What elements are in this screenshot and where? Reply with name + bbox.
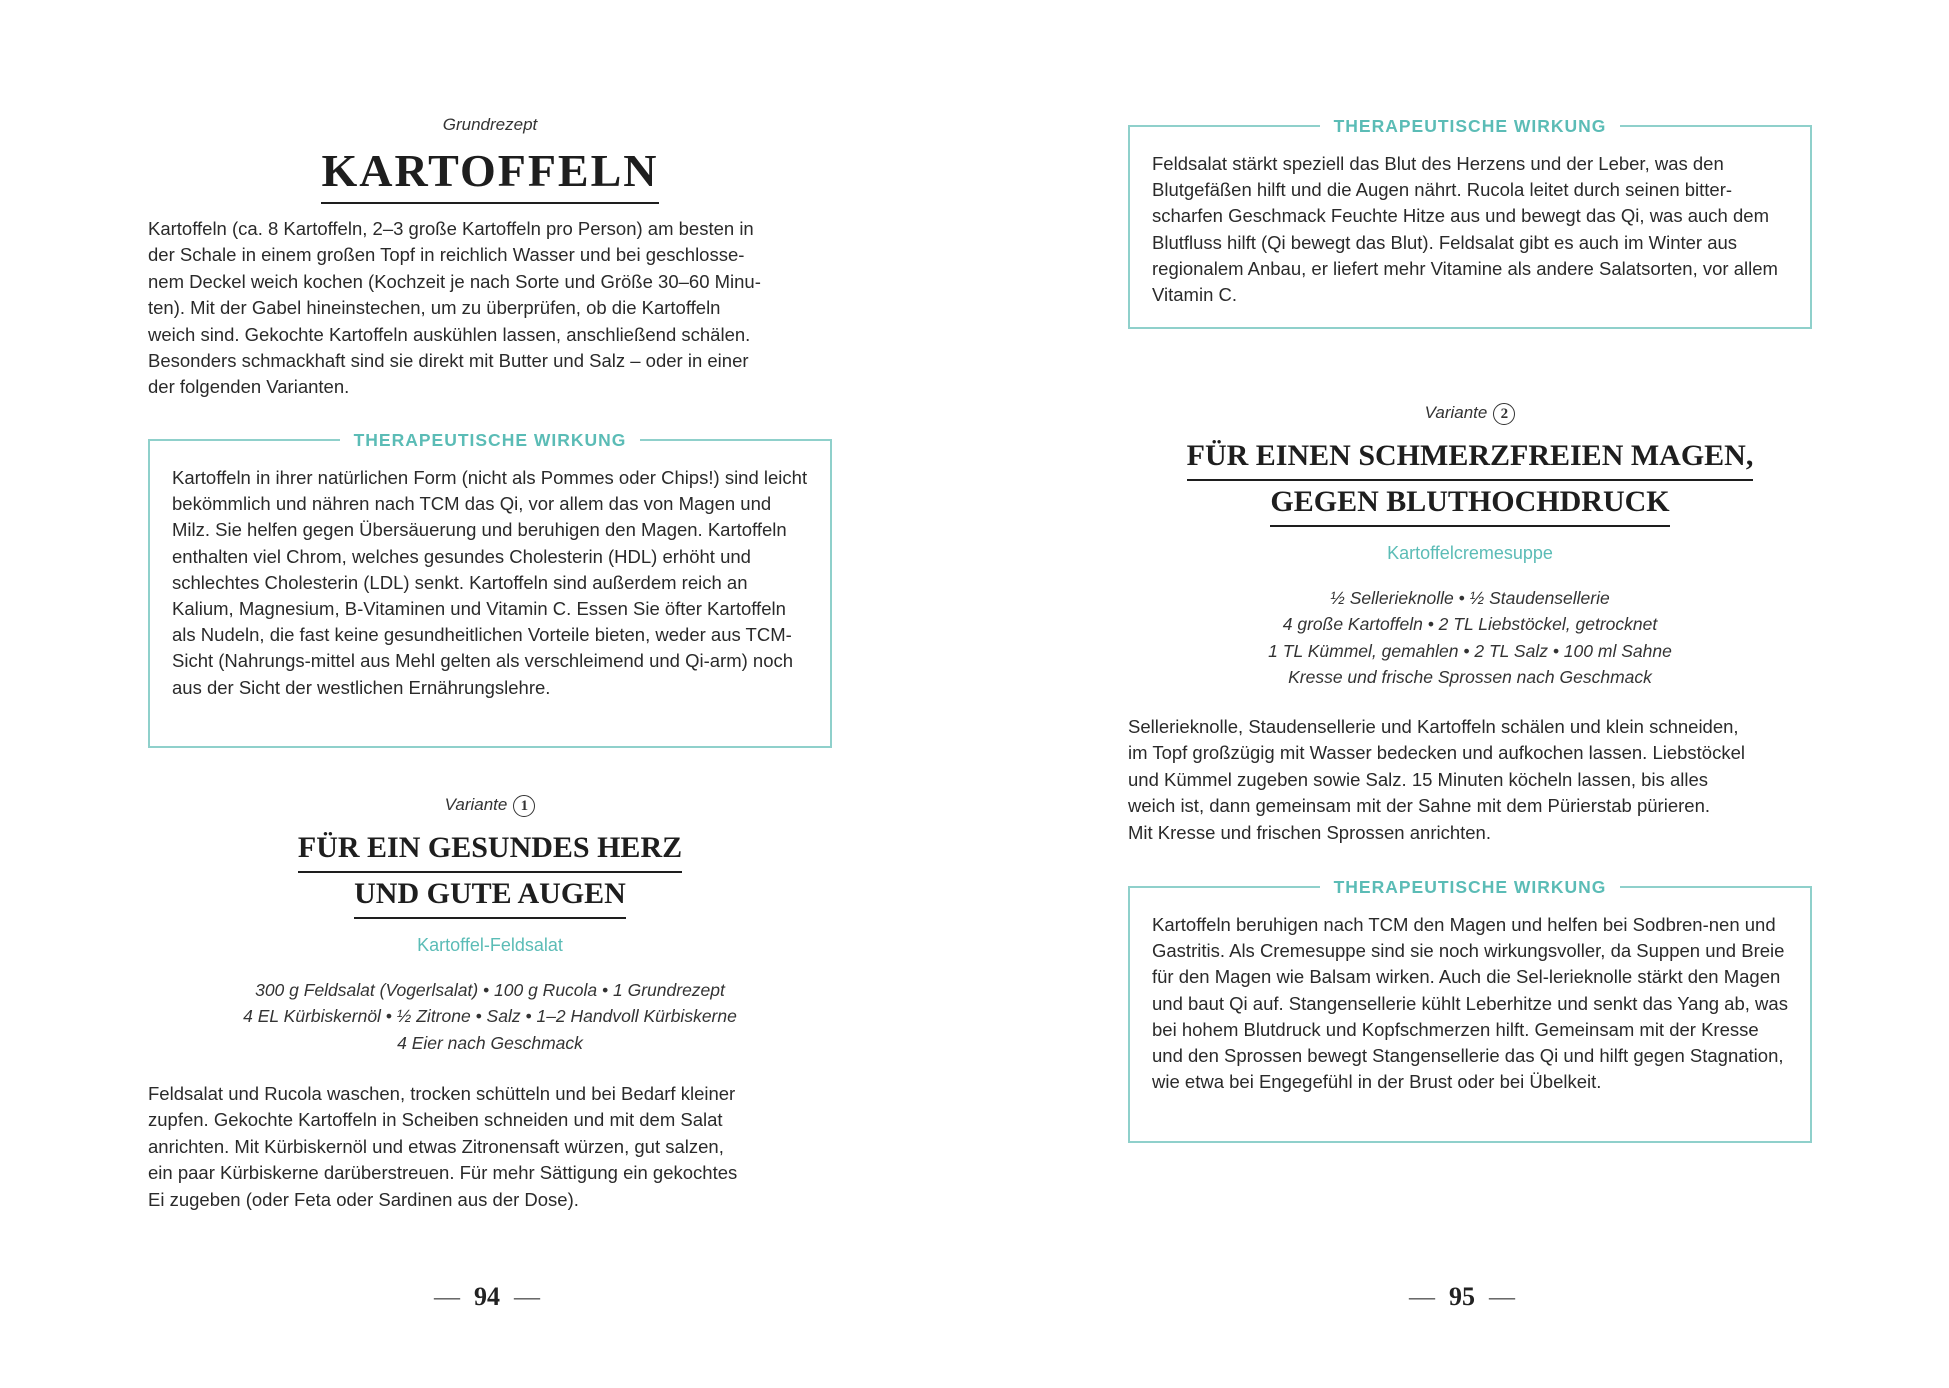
intro-line: weich sind. Gekochte Kartoffeln auskühlen lassen, anschließend schälen.: [148, 323, 751, 345]
variant-2-header: [1128, 402, 1812, 565]
variant-number-badge: 1: [513, 795, 535, 817]
variant-subtitle: Kartoffel-Feldsalat: [417, 935, 563, 955]
instruction-line: im Topf großzügig mit Wasser bedecken und aufkochen lassen. Liebstöckel: [1128, 742, 1745, 764]
variant-title: FÜR EIN GESUNDES HERZ: [148, 827, 832, 873]
intro-line: ten). Mit der Gabel hineinstechen, um zu überprüfen, ob die Kartoffeln: [148, 297, 721, 319]
ingredients-list: [148, 977, 832, 1056]
ingredient-line: 4 EL Kürbiskernöl • ½ Zitrone • Salz • 1–2 Handvoll Kürbiskerne: [243, 1006, 737, 1027]
page-number: — 94 —: [434, 1282, 540, 1311]
instruction-line: anrichten. Mit Kürbiskernöl und etwas Zitronensaft würzen, gut salzen,: [148, 1135, 724, 1157]
ingredient-line: 1 TL Kümmel, gemahlen • 2 TL Salz • 100 ml Sahne: [1268, 640, 1672, 661]
instruction-line: und Kümmel zugeben sowie Salz. 15 Minuten köcheln lassen, bis alles: [1128, 768, 1708, 790]
instruction-line: Ei zugeben (oder Feta oder Sardinen aus der Dose).: [148, 1188, 579, 1210]
intro-line: der Schale in einem großen Topf in reichlich Wasser und bei geschlosse-: [148, 244, 745, 266]
instruction-line: Feldsalat und Rucola waschen, trocken schütteln und bei Bedarf kleiner: [148, 1083, 736, 1104]
variant-subtitle: Kartoffelcremesuppe: [1387, 543, 1553, 563]
variant-instructions: [148, 1081, 832, 1213]
recipe-kicker: Grundrezept: [442, 115, 538, 134]
instruction-line: zupfen. Gekochte Kartoffeln in Scheiben schneiden und mit dem Salat: [148, 1109, 723, 1131]
therapeutic-box-text: Kartoffeln beruhigen nach TCM den Magen und helfen bei Sodbren-nen und Gastritis. Als Cremesuppe sind sie noch wirkungsvoller, da Suppen und Breie für den Magen wie Balsam wirken. Auch die Sel-lerieknolle stärkt den Magen und baut Qi auf. Stangensellerie kühlt Leberhitze und senkt das Yang ab, was bei hohem Blutdruck und Kopfschmerzen hilft. Gemeinsam mit der Kresse und den Sprossen bewegt Stangensellerie das Qi und hilft gegen Stagnation, wie etwa bei Engegefühl in der Brust oder bei Übelkeit.: [1152, 914, 1788, 1093]
ingredient-line: Kresse und frische Sprossen nach Geschmack: [1288, 667, 1652, 688]
intro-text: [148, 216, 832, 401]
variant-title-line2: GEGEN BLUTHOCHDRUCK: [1128, 481, 1812, 527]
variant-title: FÜR EINEN SCHMERZFREIEN MAGEN,: [1128, 435, 1812, 481]
right-page: [975, 0, 1949, 1388]
left-page: [0, 0, 974, 1388]
therapeutic-box-title: THERAPEUTISCHE WIRKUNG: [1320, 877, 1621, 897]
therapeutic-box: [1128, 877, 1812, 1143]
therapeutic-box-title: THERAPEUTISCHE WIRKUNG: [340, 430, 641, 450]
recipe-title-text: KARTOFFELN: [321, 142, 658, 204]
ingredient-line: 4 große Kartoffeln • 2 TL Liebstöckel, getrocknet: [1282, 614, 1658, 635]
intro-line: nem Deckel weich kochen (Kochzeit je nach Sorte und Größe 30–60 Minu-: [148, 270, 761, 292]
therapeutic-box-text: Kartoffeln in ihrer natürlichen Form (nicht als Pommes oder Chips!) sind leicht bekömmlich und nähren nach TCM das Qi, vor allem das von Magen und Milz. Sie helfen gegen Übersäuerung und beruhigen den Magen. Kartoffeln enthalten viel Chrom, welches gesundes Cholesterin (HDL) erhöht und schlechtes Cholesterin (LDL) senkt. Kartoffeln sind außerdem reich an Kalium, Magnesium, B-Vitaminen und Vitamin C. Essen Sie öfter Kartoffeln als Nudeln, die fast keine gesundheitlichen Vorteile bieten, weder aus TCM-Sicht (Nahrungs-mittel aus Mehl gelten als verschleimend und Qi-arm) noch aus der Sicht der westlichen Ernährungslehre.: [172, 467, 808, 698]
recipe-title: [148, 142, 832, 204]
instruction-line: Mit Kresse und frischen Sprossen anrichten.: [1128, 821, 1491, 843]
variant-kicker: Variante 1: [148, 794, 832, 817]
intro-line: Besonders schmackhaft sind sie direkt mit Butter und Salz – oder in einer: [148, 350, 749, 372]
therapeutic-box: [1128, 116, 1812, 329]
variant-title-line2: UND GUTE AUGEN: [148, 873, 832, 919]
recipe-header: [148, 114, 832, 204]
ingredient-line: 4 Eier nach Geschmack: [397, 1032, 583, 1053]
variant-number-badge: 2: [1493, 403, 1515, 425]
instruction-line: weich ist, dann gemeinsam mit der Sahne mit dem Pürierstab pürieren.: [1128, 795, 1710, 817]
page-number: — 95 —: [1409, 1282, 1515, 1311]
ingredient-line: 300 g Feldsalat (Vogerlsalat) • 100 g Rucola • 1 Grundrezept: [255, 980, 725, 1000]
instruction-line: ein paar Kürbiskerne darüberstreuen. Für mehr Sättigung ein gekochtes: [148, 1162, 738, 1184]
therapeutic-box-title: THERAPEUTISCHE WIRKUNG: [1320, 116, 1621, 136]
therapeutic-box-text: Feldsalat stärkt speziell das Blut des Herzens und der Leber, was den Blutgefäßen hilft und die Augen nährt. Rucola leitet durch seinen bitter-scharfen Geschmack Feuchte Hitze aus und bewegt das Qi, was auch dem Blutfluss hilft (Qi bewegt das Blut). Feldsalat gibt es auch im Winter aus regionalem Anbau, er liefert mehr Vitamine als andere Salatsorten, vor allem Vitamin C.: [1152, 153, 1778, 306]
variant-1-header: [148, 794, 832, 957]
ingredients-list: [1128, 585, 1812, 691]
ingredient-line: ½ Sellerieknolle • ½ Staudensellerie: [1330, 588, 1610, 608]
intro-line: Kartoffeln (ca. 8 Kartoffeln, 2–3 große Kartoffeln pro Person) am besten in: [148, 218, 754, 239]
variant-instructions: [1128, 714, 1812, 846]
intro-line: der folgenden Varianten.: [148, 376, 350, 398]
therapeutic-box: [148, 430, 832, 748]
variant-kicker: Variante 2: [1128, 402, 1812, 425]
instruction-line: Sellerieknolle, Staudensellerie und Kartoffeln schälen und klein schneiden,: [1128, 716, 1739, 737]
